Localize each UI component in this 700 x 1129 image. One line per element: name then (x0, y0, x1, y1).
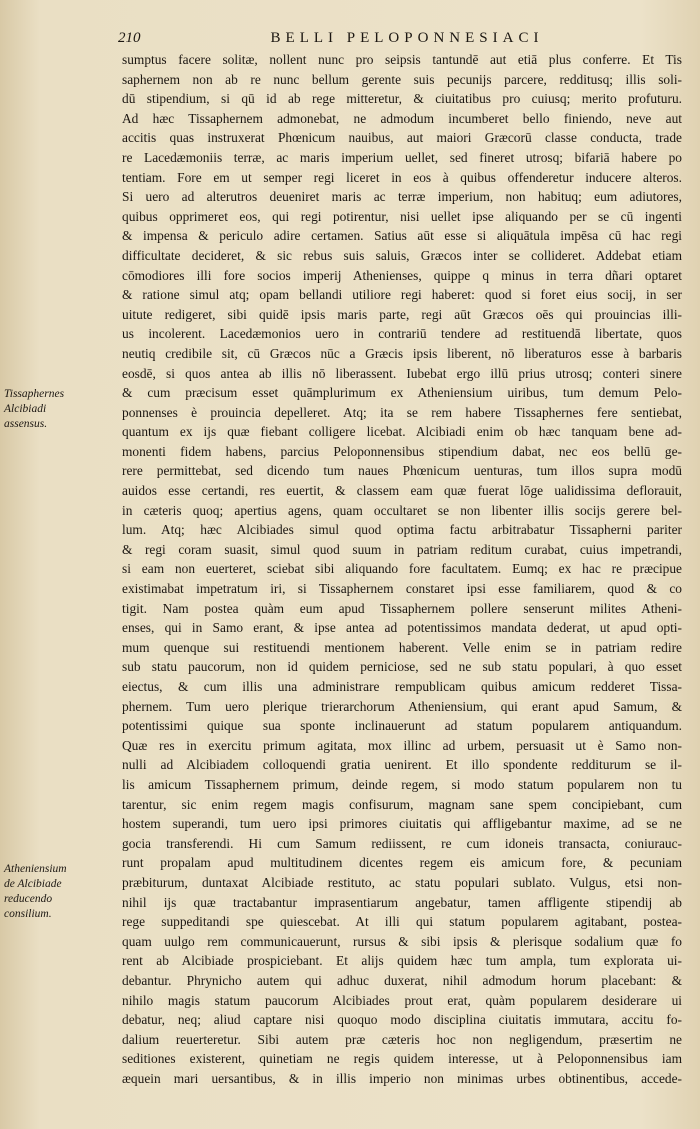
text-line: & regi coram suasit, simul quod suum in patriam reditum curabat, cuius impetrandi, (122, 541, 682, 557)
text-line: nihil ijs quæ tractabantur imprasentiarum angebatur, tamen affligente stipendij ab (122, 894, 682, 910)
text-line: gocia transferendi. Hi cum Samum rediissent, re cum idoneis transacta, coniurauc- (122, 835, 682, 851)
text-line: potentissimi quique sua sponte inclinauerunt ad statum popularem antiquandum. (122, 718, 682, 734)
text-line: rent ab Alcibiade prospiciebant. Et alijs quidem hæc tum ampla, tum explorata ui- (122, 953, 682, 969)
text-line: sub statu paucorum, non id quidem perniciose, sed ne sub statu populari, à quo esset (122, 659, 682, 675)
text-line: lis amicum Tissaphernem primum, deinde regem, si modo statum popularem non tu (122, 776, 682, 792)
text-line: phernem. Tum uero plerique trierarchorum Atheniensium, qui erant apud Samum, & (122, 698, 682, 714)
margin-note-line: Tissaphernes (4, 388, 65, 400)
margin-note-tissaphernes (4, 387, 114, 432)
text-line: debatur, neq; aliud captare nisi quoquo modo disciplina ciuitatis immutara, accitu fo- (122, 1012, 682, 1028)
text-line: eiectus, & cum illis una administrare rempublicam quibus amicum redderet Tissa- (122, 679, 682, 694)
margin-note-line: assensus. (4, 418, 48, 430)
text-line: difficultate decideret, & sic rebus suis saluis, Græcos inter se collideret. Addebat etiam (122, 247, 682, 263)
text-line: mum quenque sui restituendi mentionem haberent. Velle enim se in patriam redire (122, 639, 682, 655)
text-line: hostem superandi, tum uero ipsi primores ciuitatis qui affligebantur maxime, ad se ne (122, 816, 682, 832)
margin-note-line: Atheniensium (4, 863, 67, 875)
text-line: æquein mari uersantibus, & in illis imperio non minimas urbes obtinentibus, accede- (122, 1070, 682, 1086)
text-line: neutiq credibile sit, cū Græcos nūc a Græcis ipsis liberent, nō liberaturos esse à barbaris (122, 345, 682, 361)
text-line: si eam non euerteret, sciebat sibi aliquando fore facultatem. Eumq; ex hac re præcipue (122, 561, 682, 577)
margin-note-line: consilium. (4, 908, 52, 920)
margin-note-line: Alcibiadi (4, 403, 47, 415)
text-line: monenti fidem habens, parcius Peloponnensibus stipendium dabat, nec eos bellū ge- (122, 443, 682, 459)
text-line: & ratione simul atq; opam bellandi utiliore regi haberet: quod si foret eius socij, in ser (122, 287, 682, 303)
text-line: dalium reuerteretur. Sibi autem præ cæteris hoc non negligendum, præsertim ne (122, 1031, 682, 1047)
text-line: in cæteris quoq; apertius agens, quam occultaret se non libenter illis socijs gerere bel- (122, 502, 682, 518)
text-line: accitis quas instruxerat Phœnicum nauibus, aut maiori Græcorū classe conducta, trade (122, 130, 682, 146)
page-number: 210 (118, 30, 141, 46)
text-line: eosdē, si quos antea ab illis nō liberassent. Iubebat ergo illū prius utrosq; conteri sinere (122, 365, 682, 381)
text-line: runt propalam apud multitudinem dicentes regem eis amicum fore, & pecuniam (122, 855, 682, 871)
margin-note-atheniensium (4, 862, 114, 922)
text-line: rege suppeditandi spe quiescebat. At illi qui statum popularem agitabant, postea- (122, 914, 682, 930)
text-line: re Lacedæmoniis terræ, ac maris imperium uellet, sed fineret utrosq; bifariā habere po (122, 149, 682, 165)
text-line: us incolerent. Lacedæmonios uero in contrariū tendere ad restituendā libertate, quos (122, 326, 682, 342)
text-line: ponnenses è prouincia depelleret. Atq; ita se rem habere Tissaphernes fere sentiebat, (122, 404, 682, 420)
text-line: auidos esse certandi, res euertit, & classem eam quæ fuerat lōge ualidissima deflorauit, (122, 483, 682, 499)
text-line: Ad hæc Tissaphernem admonebat, ne admodum incumberet bello finiendo, neve aut (122, 110, 682, 126)
margin-note-line: reducendo (4, 893, 53, 905)
text-line: existimabat impetratum iri, si Tissaphernem constaret ipsi esse familiarem, quod & co (122, 581, 682, 597)
text-line: Quæ res in exercitu primum agitata, mox illinc ad urbem, persuasit ut è Samo non- (122, 737, 682, 753)
text-line: & impensa & periculo adire certamen. Satius aūt esse si aliquātula impēsa cū hac regi (122, 228, 682, 244)
main-text-block (122, 50, 682, 1088)
page-header (118, 28, 678, 52)
text-line: præbiturum, duntaxat Alcibiade restituto, ac statu populari sublato. Vulgus, etsi non- (122, 874, 682, 890)
text-line: saphernem non ab re nunc bellum gerente suis pecunijs parcere, redditusq; illis soli- (122, 71, 682, 87)
text-line: sumptus facere solitæ, nollent nunc pro seipsis tantundē aut etiā plus conferre. Et Tis (122, 52, 682, 67)
text-line: rere permittebat, sed dicendo tum naues Phœnicum uenturas, tum illos supra modū (122, 463, 682, 479)
text-line: quibus opprimeret eos, qui regi potirentur, nisi uellet ipse aliquando per se cū ingenti (122, 208, 682, 224)
text-line: debantur. Phrynicho autem qui adhuc duxerat, nihil admodum horum placebant: & (122, 972, 682, 988)
text-line: tarentur, sic enim regem magis confisurum, magnam sane spem concipiebant, cum (122, 796, 682, 812)
text-line: nihilo magis statum paucorum Alcibiades prout erat, quàm popularem desiderare ui (122, 992, 682, 1008)
text-line: uitute redigeret, sibi quidē ipsis maris parte, regi aūt Græcos oēs qui prouincias illi- (122, 306, 682, 322)
margin-note-line: de Alcibiade (4, 878, 62, 890)
text-line: tentiam. Fore em ut semper regi liceret in eos à quibus offenderetur inducere alteros. (122, 169, 682, 185)
text-line: enses, qui in Samo erant, & ipse antea ad potentissimos mandata dederat, ut apud opti- (122, 620, 682, 636)
text-line: tigit. Nam postea quàm eum apud Tissaphernem pollere senserunt milites Atheni- (122, 600, 682, 616)
text-line: cōmodiores illi fore socios imperij Athenienses, quippe q minus in terra dñari optaret (122, 267, 682, 283)
text-line: quantum ex ijs quæ fiebant colligere licebat. Alcibiadi enim ob hæc tanquam bene ad- (122, 424, 682, 440)
text-line: lum. Atq; hæc Alcibiades simul quod optima factu arbitrabatur Tissapherni pariter (122, 522, 682, 538)
text-line: dū stipendium, si qū id ab rege mitteretur, & ciuitatibus pro cuiusq; merito profuturu. (122, 91, 682, 107)
running-title: BELLI PELOPONNESIACI (270, 30, 544, 46)
text-line: & cum præcisum esset quāmplurimum ex Atheniensium uiribus, tum demum Pelo- (122, 385, 682, 401)
text-line: Si uero ad alterutros deueniret maris ac terræ imperium, non habituq; eum adiutores, (122, 189, 682, 205)
text-line: seditiones existerent, quinetiam ne regis quidem interesse, ut à Peloponnensibus iam (122, 1051, 682, 1067)
text-line: nulli ad Alcibiadem colloquendi gratia uenirent. Et illo spondente redditurum se il- (122, 757, 682, 773)
text-line: quam uulgo rem communicauerunt, rursus & sibi ipsis & plerisque sodalium quæ fo (122, 933, 682, 949)
